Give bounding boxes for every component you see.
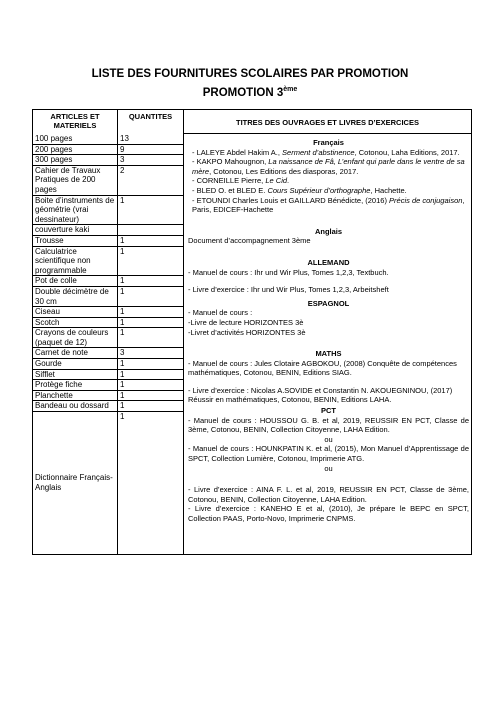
allemand-exercice: - Livre d’exercice : Ihr und Wir Plus, Tomes 1,2,3, Arbeitsheft — [188, 285, 389, 295]
article-quantity: 1 — [118, 380, 184, 391]
article-quantity: 1 — [118, 307, 184, 318]
document-title — [0, 66, 500, 101]
francais-book — [188, 148, 469, 158]
pct-ou-1: ou — [324, 434, 333, 444]
book-publisher: . — [287, 176, 290, 186]
article-name: Gourde — [33, 359, 118, 370]
section-francais-heading: Français — [313, 138, 344, 147]
title-line-1: LISTE DES FOURNITURES SCOLAIRES PAR PROMOTION — [91, 68, 409, 80]
books-column — [184, 110, 472, 555]
article-row — [33, 286, 183, 306]
article-row — [33, 317, 183, 328]
article-quantity: 1 — [118, 317, 184, 328]
espagnol-line-1: - Manuel de cours : — [188, 308, 253, 318]
article-row — [33, 235, 183, 246]
article-name: Planchette — [33, 390, 118, 401]
article-name: Boite d’instruments de géométrie (vrai dessinateur) — [33, 195, 118, 225]
header-articles: ARTICLES ET MATERIELS — [33, 110, 118, 134]
article-quantity: 1 — [120, 412, 125, 422]
article-row — [33, 390, 183, 401]
article-name: Crayons de couleurs (paquet de 12) — [33, 328, 118, 348]
articles-column — [33, 110, 184, 555]
supplies-table — [32, 109, 472, 555]
pct-manuel-2: - Manuel de cours : HOUNKPATIN K. et al, (2015), Mon Manuel d’Apprentissage de SPCT, Collection Lumière, Cotonou, Imprimerie ATG. — [188, 444, 469, 464]
book-publisher: , Hachette. — [370, 185, 407, 195]
article-name: 200 pages — [33, 144, 118, 155]
article-name: Calculatrice scientifique non programmable — [33, 246, 118, 276]
article-quantity: 9 — [118, 144, 184, 155]
article-quantity: 1 — [118, 390, 184, 401]
article-quantity: 3 — [118, 348, 184, 359]
section-espagnol-heading: ESPAGNOL — [307, 298, 350, 308]
articles-table — [33, 110, 183, 554]
article-name: 300 pages — [33, 155, 118, 166]
article-name: Pot de colle — [33, 276, 118, 287]
article-name: couverture kaki — [33, 225, 118, 236]
article-row — [33, 328, 183, 348]
book-authors: - LALEYE Abdel Hakim A., — [192, 147, 283, 157]
book-title: La naissance de Fâ, L’enfant qui parle dans le ventre de sa mère — [192, 157, 465, 176]
book-authors: - ETOUNDI Charles Louis et GAILLARD Bénédicte, (2016) — [192, 195, 390, 205]
article-quantity: 13 — [118, 134, 184, 144]
pct-exercice-2: - Livre d’exercice : KANEHO E et al, (2010), Je prépare le BEPC en SPCT, Collection PAAS, Porto-Novo, Imprimerie CNPMS. — [188, 504, 469, 523]
book-publisher: , Paris, EDICEF-Hachette — [192, 195, 465, 215]
book-authors: - CORNEILLE Pierre, — [192, 176, 266, 186]
article-row — [33, 401, 183, 412]
article-row — [33, 369, 183, 380]
article-name: Ciseau — [33, 307, 118, 318]
anglais-text: Document d’accompagnement 3ème — [188, 236, 311, 246]
article-name: Sifflet — [33, 369, 118, 380]
article-row — [33, 380, 183, 391]
pct-exercice-1: - Livre d’exercice : AINA F. L. et al, 2019, REUSSIR EN PCT, Classe de 3ème, Cotonou, BENIN, Collection Citoyenne, LAHA Edition. — [188, 485, 469, 504]
article-row — [33, 144, 183, 155]
article-row — [33, 307, 183, 318]
article-row — [33, 348, 183, 359]
book-publisher: , Cotonou, Laha Editions, 2017. — [354, 147, 460, 157]
title-line-2: PROMOTION 3ème — [202, 86, 298, 99]
section-pct-heading: PCT — [321, 406, 336, 416]
section-maths-heading: MATHS — [315, 349, 342, 359]
article-row — [33, 246, 183, 276]
book-title: Serment d’abstinence — [282, 147, 355, 157]
books-list — [184, 138, 471, 524]
book-authors: - KAKPO Mahougnon, — [192, 157, 269, 167]
article-name: 100 pages — [33, 134, 118, 144]
maths-exercice: - Livre d’exercice : Nicolas A.SOVIDE et Constantin N. AKOUEGNINOU, (2017) Réussir en mathématiques, Cotonou, BENIN, Editions LAHA. — [188, 385, 453, 405]
pct-ou-2: ou — [324, 463, 333, 473]
article-quantity: 1 — [118, 369, 184, 380]
article-row — [33, 195, 183, 225]
article-row — [33, 225, 183, 236]
espagnol-line-2: -Livre de lecture HORIZONTES 3è — [188, 317, 304, 327]
francais-book — [188, 196, 469, 215]
article-quantity: 3 — [118, 155, 184, 166]
book-title: Cours Supérieur d’orthographe — [267, 185, 371, 195]
allemand-manuel: - Manuel de cours : Ihr und Wir Plus, Tomes 1,2,3, Textbuch. — [188, 267, 389, 277]
article-row — [33, 359, 183, 370]
article-name: Double décimètre de 30 cm — [33, 286, 118, 306]
article-name: Cahier de Travaux Pratiques de 200 pages — [33, 165, 118, 195]
book-publisher: , Cotonou, Les Editions des diasporas, 2017. — [209, 166, 359, 176]
pct-manuel-1: - Manuel de cours : HOUSSOU G. B. et al, 2019, REUSSIR EN PCT, Classe de 3ème, Cotonou, BENIN, Collection Citoyenne, LAHA Edition. — [188, 415, 469, 435]
article-quantity: 1 — [118, 235, 184, 246]
book-title: Le Cid — [265, 176, 288, 186]
article-name: Trousse — [33, 235, 118, 246]
header-quantites: QUANTITES — [128, 112, 173, 121]
article-quantity: 1 — [118, 401, 184, 412]
article-name: Carnet de note — [33, 348, 118, 359]
book-authors: - BLED O. et BLED E. — [192, 185, 268, 195]
article-name: Scotch — [33, 317, 118, 328]
article-row — [33, 412, 183, 555]
article-row — [33, 134, 183, 144]
article-quantity: 1 — [118, 286, 184, 306]
article-quantity: 1 — [118, 195, 184, 225]
francais-book — [188, 186, 469, 196]
francais-book — [188, 157, 469, 176]
article-quantity: 2 — [118, 165, 184, 195]
article-name: Dictionnaire Français-Anglais — [33, 412, 118, 555]
article-quantity — [118, 225, 184, 236]
maths-manuel: - Manuel de cours : Jules Clotaire AGBOKOU, (2008) Conquête de compétences mathématiques, Cotonou, BENIN, Editions SIAG. — [188, 358, 457, 378]
section-anglais-heading: Anglais — [314, 226, 343, 236]
article-quantity: 1 — [118, 359, 184, 370]
section-allemand-heading: ALLEMAND — [307, 257, 350, 267]
francais-list — [188, 148, 469, 215]
article-name: Protège fiche — [33, 380, 118, 391]
article-row — [33, 276, 183, 287]
article-name: Bandeau ou dossard — [33, 401, 118, 412]
francais-book — [188, 176, 469, 186]
article-quantity: 1 — [118, 328, 184, 348]
header-titres: TITRES DES OUVRAGES ET LIVRES D’EXERCICES — [184, 110, 471, 134]
article-quantity: 1 — [118, 276, 184, 287]
book-title: Précis de conjugaison — [389, 195, 463, 205]
article-row — [33, 165, 183, 195]
espagnol-line-3: -Livret d’activités HORIZONTES 3è — [188, 327, 306, 337]
article-row — [33, 155, 183, 166]
article-quantity: 1 — [118, 246, 184, 276]
